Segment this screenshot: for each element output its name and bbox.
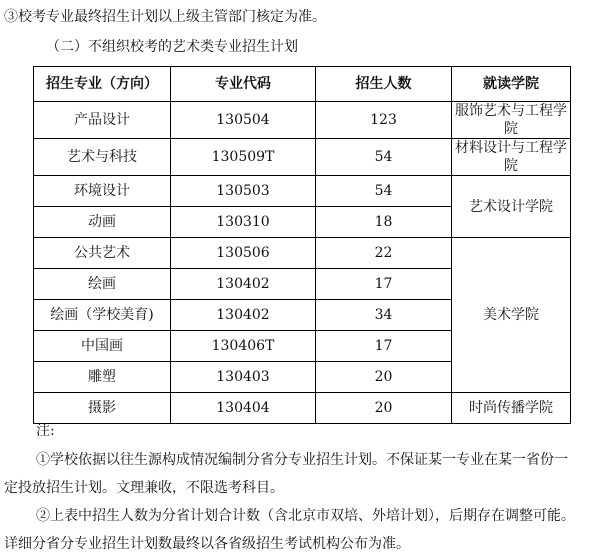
major-cell: 公共艺术: [34, 238, 171, 269]
college-cell: 服饰艺术与工程学院: [452, 102, 571, 139]
table-row: [34, 139, 571, 176]
major-cell: 中国画: [34, 331, 171, 362]
code-cell: 130404: [171, 393, 316, 424]
code-cell: 130509T: [171, 139, 316, 176]
note-2-line-2: 详细分省分专业招生计划数最终以各省级招生考试机构公布为准。: [4, 536, 410, 552]
major-cell: 绘画（学校美育): [34, 300, 171, 331]
count-cell: 20: [316, 362, 452, 393]
enrollment-plan-table: [33, 66, 571, 424]
count-cell: 123: [316, 102, 452, 139]
major-cell: 雕塑: [34, 362, 171, 393]
major-cell: 环境设计: [34, 176, 171, 207]
notes-heading: 注:: [36, 423, 55, 439]
table-row: [34, 102, 571, 139]
college-cell: 美术学院: [452, 238, 571, 393]
table-row: [34, 393, 571, 424]
count-cell: 20: [316, 393, 452, 424]
table-header-row: [34, 67, 571, 102]
count-cell: 17: [316, 269, 452, 300]
note-line-3: ③校考专业最终招生计划以上级主管部门核定为准。: [4, 9, 326, 25]
section-title: （二）不组织校考的艺术类专业招生计划: [46, 39, 298, 55]
code-cell: 130406T: [171, 331, 316, 362]
header-count: 招生人数: [316, 67, 452, 102]
note-2-line-1: ②上表中招生人数为分省计划合计数（含北京市双培、外培计划），后期存在调整可能。: [36, 508, 575, 524]
code-cell: 130310: [171, 207, 316, 238]
code-cell: 130504: [171, 102, 316, 139]
college-cell: 材料设计与工程学院: [452, 139, 571, 176]
note-1-line-1: ①学校依据以往生源构成情况编制分省分专业招生计划。不保证某一专业在某一省份一: [36, 452, 568, 468]
college-cell: 艺术设计学院: [452, 176, 571, 238]
major-cell: 摄影: [34, 393, 171, 424]
count-cell: 34: [316, 300, 452, 331]
header-code: 专业代码: [171, 67, 316, 102]
code-cell: 130506: [171, 238, 316, 269]
header-major: 招生专业（方向）: [34, 67, 171, 102]
count-cell: 18: [316, 207, 452, 238]
code-cell: 130503: [171, 176, 316, 207]
major-cell: 动画: [34, 207, 171, 238]
header-college: 就读学院: [452, 67, 571, 102]
college-cell: 时尚传播学院: [452, 393, 571, 424]
count-cell: 17: [316, 331, 452, 362]
code-cell: 130402: [171, 269, 316, 300]
count-cell: 54: [316, 176, 452, 207]
table-row: [34, 176, 571, 207]
table-row: [34, 238, 571, 269]
major-cell: 绘画: [34, 269, 171, 300]
major-cell: 艺术与科技: [34, 139, 171, 176]
code-cell: 130403: [171, 362, 316, 393]
count-cell: 54: [316, 139, 452, 176]
major-cell: 产品设计: [34, 102, 171, 139]
note-1-line-2: 定投放招生计划。文理兼收，不限选考科目。: [4, 480, 284, 496]
code-cell: 130402: [171, 300, 316, 331]
count-cell: 22: [316, 238, 452, 269]
